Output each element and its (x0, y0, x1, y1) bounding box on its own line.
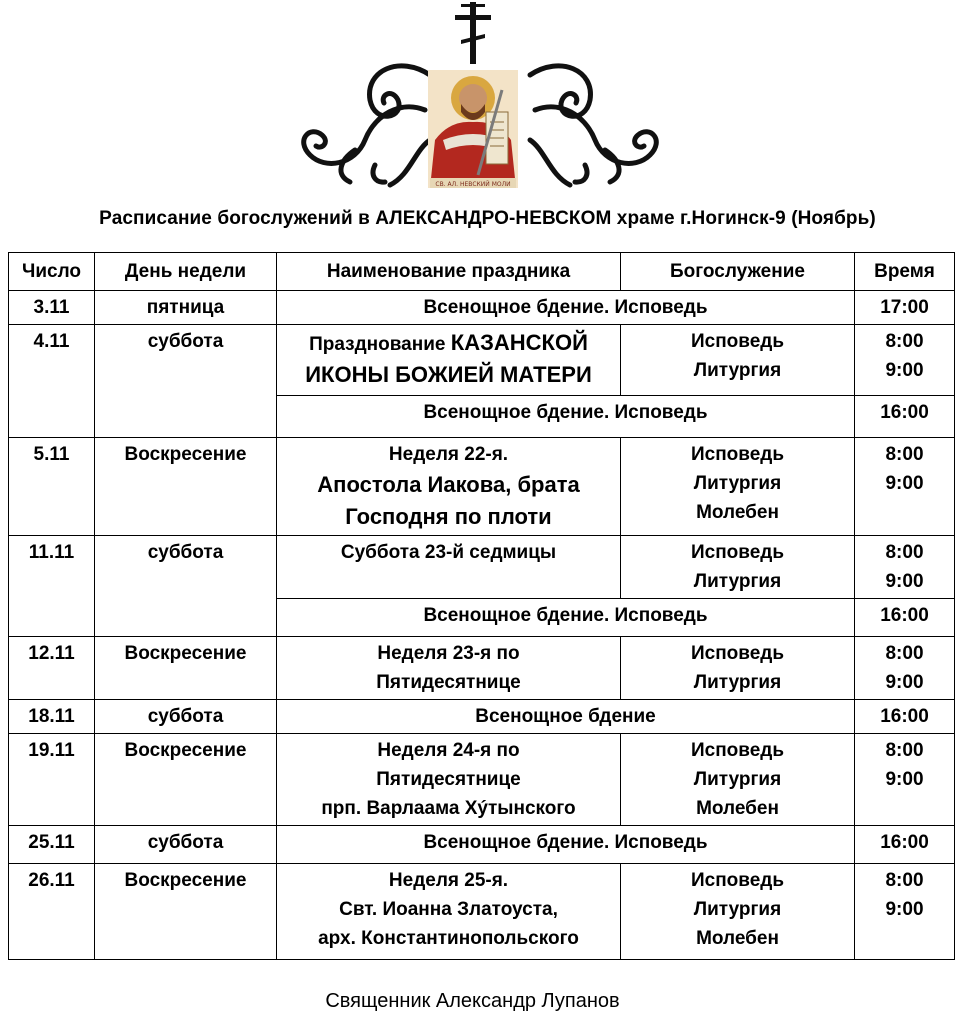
feast-prefix: Празднование (309, 334, 451, 355)
row-time: 16:00 (855, 396, 955, 438)
row-date: 25.11 (9, 826, 95, 864)
row-feast (277, 734, 621, 826)
row-day: Воскресение (95, 637, 277, 700)
row-date: 26.11 (9, 864, 95, 960)
row-merged-service: Всенощное бдение. Исповедь (277, 291, 855, 325)
time-item: 9:00 (885, 899, 924, 920)
saint-icon-image (428, 70, 518, 188)
row-times (855, 536, 955, 599)
service-item: Исповедь (690, 542, 785, 563)
time-item: 8:00 (885, 331, 924, 352)
feast-line: Неделя 24-я по (377, 740, 520, 761)
row-time: 17:00 (855, 291, 955, 325)
row-date: 18.11 (9, 700, 95, 734)
row-services (621, 325, 855, 396)
time-item: 9:00 (885, 769, 924, 790)
row-date: 5.11 (9, 438, 95, 536)
feast-line: Пятидесятнице (376, 769, 521, 790)
svg-text:СВ. АЛ. НЕВСКИЙ МОЛИ: СВ. АЛ. НЕВСКИЙ МОЛИ (435, 181, 511, 188)
service-item: Литургия (693, 360, 782, 381)
row-times (855, 734, 955, 826)
row-feast (277, 438, 621, 536)
time-item: 9:00 (885, 360, 924, 381)
row-day: суббота (95, 325, 277, 438)
service-item: Исповедь (690, 444, 785, 465)
row-services (621, 637, 855, 700)
row-merged-service: Всенощное бдение. Исповедь (277, 396, 855, 438)
feast-line: Неделя 22-я. (388, 444, 509, 465)
feast-line: Свт. Иоанна Златоуста, (339, 899, 558, 920)
time-item: 9:00 (885, 571, 924, 592)
table-row (9, 734, 955, 826)
feast-line: ИКОНЫ БОЖИЕЙ МАТЕРИ (305, 362, 592, 387)
time-item: 9:00 (885, 473, 924, 494)
row-day: Воскресение (95, 734, 277, 826)
header-day: День недели (95, 253, 277, 291)
service-item: Исповедь (690, 740, 785, 761)
row-day: Воскресение (95, 438, 277, 536)
table-row (9, 536, 955, 599)
feast-line: КАЗАНСКОЙ (450, 330, 588, 355)
row-feast (277, 637, 621, 700)
table-row (9, 291, 955, 325)
header-date: Число (9, 253, 95, 291)
service-item: Литургия (693, 899, 782, 920)
service-item: Молебен (696, 798, 779, 819)
feast-line: Пятидесятнице (376, 672, 521, 693)
table-row (9, 438, 955, 536)
row-times (855, 325, 955, 396)
time-item: 8:00 (885, 643, 924, 664)
row-services (621, 438, 855, 536)
time-item: 9:00 (885, 672, 924, 693)
row-day: Воскресение (95, 864, 277, 960)
table-row (9, 826, 955, 864)
signature: Священник Александр Лупанов (325, 990, 620, 1012)
feast-line: прп. Варлаама Хýтынского (321, 798, 576, 819)
row-date: 12.11 (9, 637, 95, 700)
left-scroll-ornament (304, 66, 430, 185)
row-feast (277, 536, 621, 599)
table-header-row (9, 253, 955, 291)
time-item: 8:00 (885, 444, 924, 465)
service-item: Литургия (693, 672, 782, 693)
page-title: Расписание богослужений в АЛЕКСАНДРО-НЕВСКОМ храме г.Ногинск-9 (Ноябрь) (99, 208, 876, 229)
time-item: 8:00 (885, 740, 924, 761)
right-scroll-ornament (530, 66, 656, 185)
row-date: 19.11 (9, 734, 95, 826)
header-ornament (280, 0, 680, 195)
row-day: суббота (95, 536, 277, 637)
row-times (855, 438, 955, 536)
row-times (855, 864, 955, 960)
row-time: 16:00 (855, 826, 955, 864)
row-feast (277, 864, 621, 960)
row-date: 3.11 (9, 291, 95, 325)
row-services (621, 734, 855, 826)
row-date: 11.11 (9, 536, 95, 637)
row-day: пятница (95, 291, 277, 325)
table-row (9, 637, 955, 700)
time-item: 8:00 (885, 870, 924, 891)
service-item: Исповедь (690, 331, 785, 352)
service-item: Литургия (693, 769, 782, 790)
feast-line: Господня по плоти (345, 504, 552, 529)
table-row (9, 325, 955, 396)
row-date: 4.11 (9, 325, 95, 438)
service-item: Молебен (696, 502, 779, 523)
row-feast (277, 325, 621, 396)
feast-line: Апостола Иакова, брата (317, 472, 580, 497)
feast-line: Неделя 25-я. (388, 870, 509, 891)
service-item: Исповедь (690, 643, 785, 664)
header-service: Богослужение (621, 253, 855, 291)
table-row (9, 864, 955, 960)
row-times (855, 637, 955, 700)
header-feast: Наименование праздника (277, 253, 621, 291)
row-time: 16:00 (855, 700, 955, 734)
row-services (621, 536, 855, 599)
row-services (621, 864, 855, 960)
service-item: Литургия (693, 473, 782, 494)
service-item: Литургия (693, 571, 782, 592)
service-item: Молебен (696, 928, 779, 949)
row-merged-service: Всенощное бдение. Исповедь (277, 599, 855, 637)
header-time: Время (855, 253, 955, 291)
feast-line: арх. Константинопольского (318, 928, 579, 949)
row-merged-service: Всенощное бдение. Исповедь (277, 826, 855, 864)
row-merged-service: Всенощное бдение (277, 700, 855, 734)
row-time: 16:00 (855, 599, 955, 637)
time-item: 8:00 (885, 542, 924, 563)
service-item: Исповедь (690, 870, 785, 891)
row-day: суббота (95, 700, 277, 734)
schedule-table (8, 252, 955, 960)
feast-line: Суббота 23-й седмицы (340, 542, 557, 563)
row-day: суббота (95, 826, 277, 864)
table-row (9, 700, 955, 734)
cross-icon (455, 2, 491, 64)
feast-line: Неделя 23-я по (377, 643, 520, 664)
